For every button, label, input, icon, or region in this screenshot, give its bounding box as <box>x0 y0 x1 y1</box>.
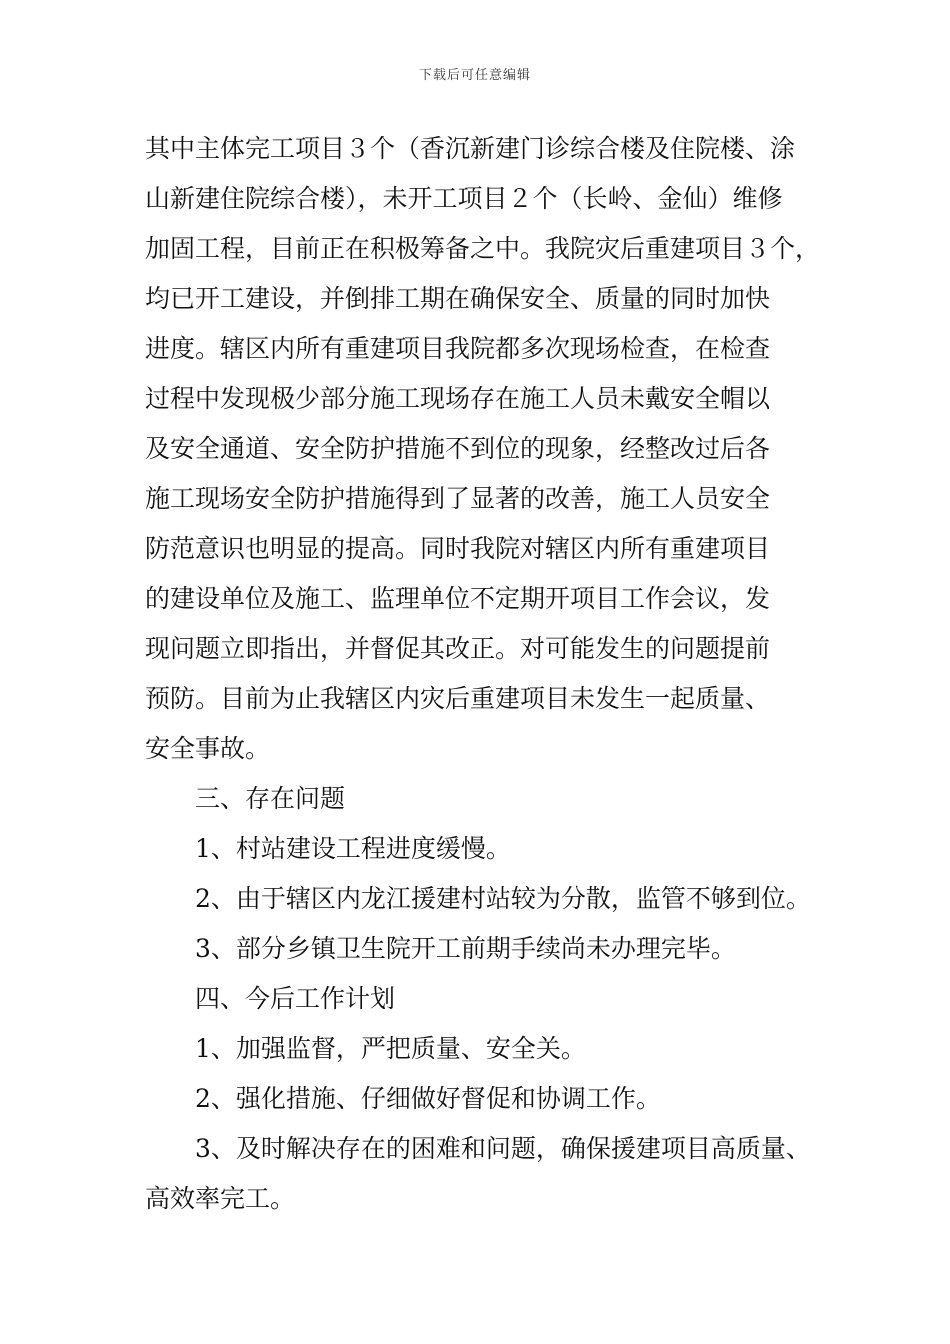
body-line: 均已开工建设，并倒排工期在确保安全、质量的同时加快 <box>145 284 771 313</box>
page-header: 下载后可任意编辑 <box>418 68 531 83</box>
body-line: 的建设单位及施工、监理单位不定期开项目工作会议，发 <box>145 584 771 613</box>
body-line: 及安全通道、安全防护措施不到位的现象，经整改过后各 <box>145 434 771 463</box>
body-line: 过程中发现极少部分施工现场存在施工人员未戴安全帽以 <box>145 384 771 413</box>
list-item: 2、强化措施、仔细做好督促和协调工作。 <box>195 1084 661 1113</box>
section-heading-plans: 四、今后工作计划 <box>195 984 396 1013</box>
body-line: 加固工程，目前正在积极筹备之中。我院灾后重建项目３个， <box>145 234 821 263</box>
body-line: 其中主体完工项目３个（香沉新建门诊综合楼及住院楼、涂 <box>145 134 796 163</box>
body-line: 防范意识也明显的提高。同时我院对辖区内所有重建项目 <box>145 534 771 563</box>
section-heading-problems: 三、存在问题 <box>195 784 346 813</box>
list-item: 1、村站建设工程进度缓慢。 <box>195 834 511 863</box>
list-item: 2、由于辖区内龙江援建村站较为分散，监管不够到位。 <box>195 884 811 913</box>
list-item: 1、加强监督，严把质量、安全关。 <box>195 1034 586 1063</box>
body-line: 安全事故。 <box>145 734 271 763</box>
body-line: 山新建住院综合楼），未开工项目２个（长岭、金仙）维修 <box>145 184 783 213</box>
body-line: 进度。辖区内所有重建项目我院都多次现场检查，在检查 <box>145 334 771 363</box>
body-line: 高效率完工。 <box>145 1184 296 1213</box>
body-line: 预防。目前为止我辖区内灾后重建项目未发生一起质量、 <box>145 684 771 713</box>
list-item: 3、部分乡镇卫生院开工前期手续尚未办理完毕。 <box>195 934 736 963</box>
body-line: 现问题立即指出，并督促其改正。对可能发生的问题提前 <box>145 634 771 663</box>
body-line: 施工现场安全防护措施得到了显著的改善，施工人员安全 <box>145 484 771 513</box>
list-item: 3、及时解决存在的困难和问题，确保援建项目高质量、 <box>195 1134 811 1163</box>
